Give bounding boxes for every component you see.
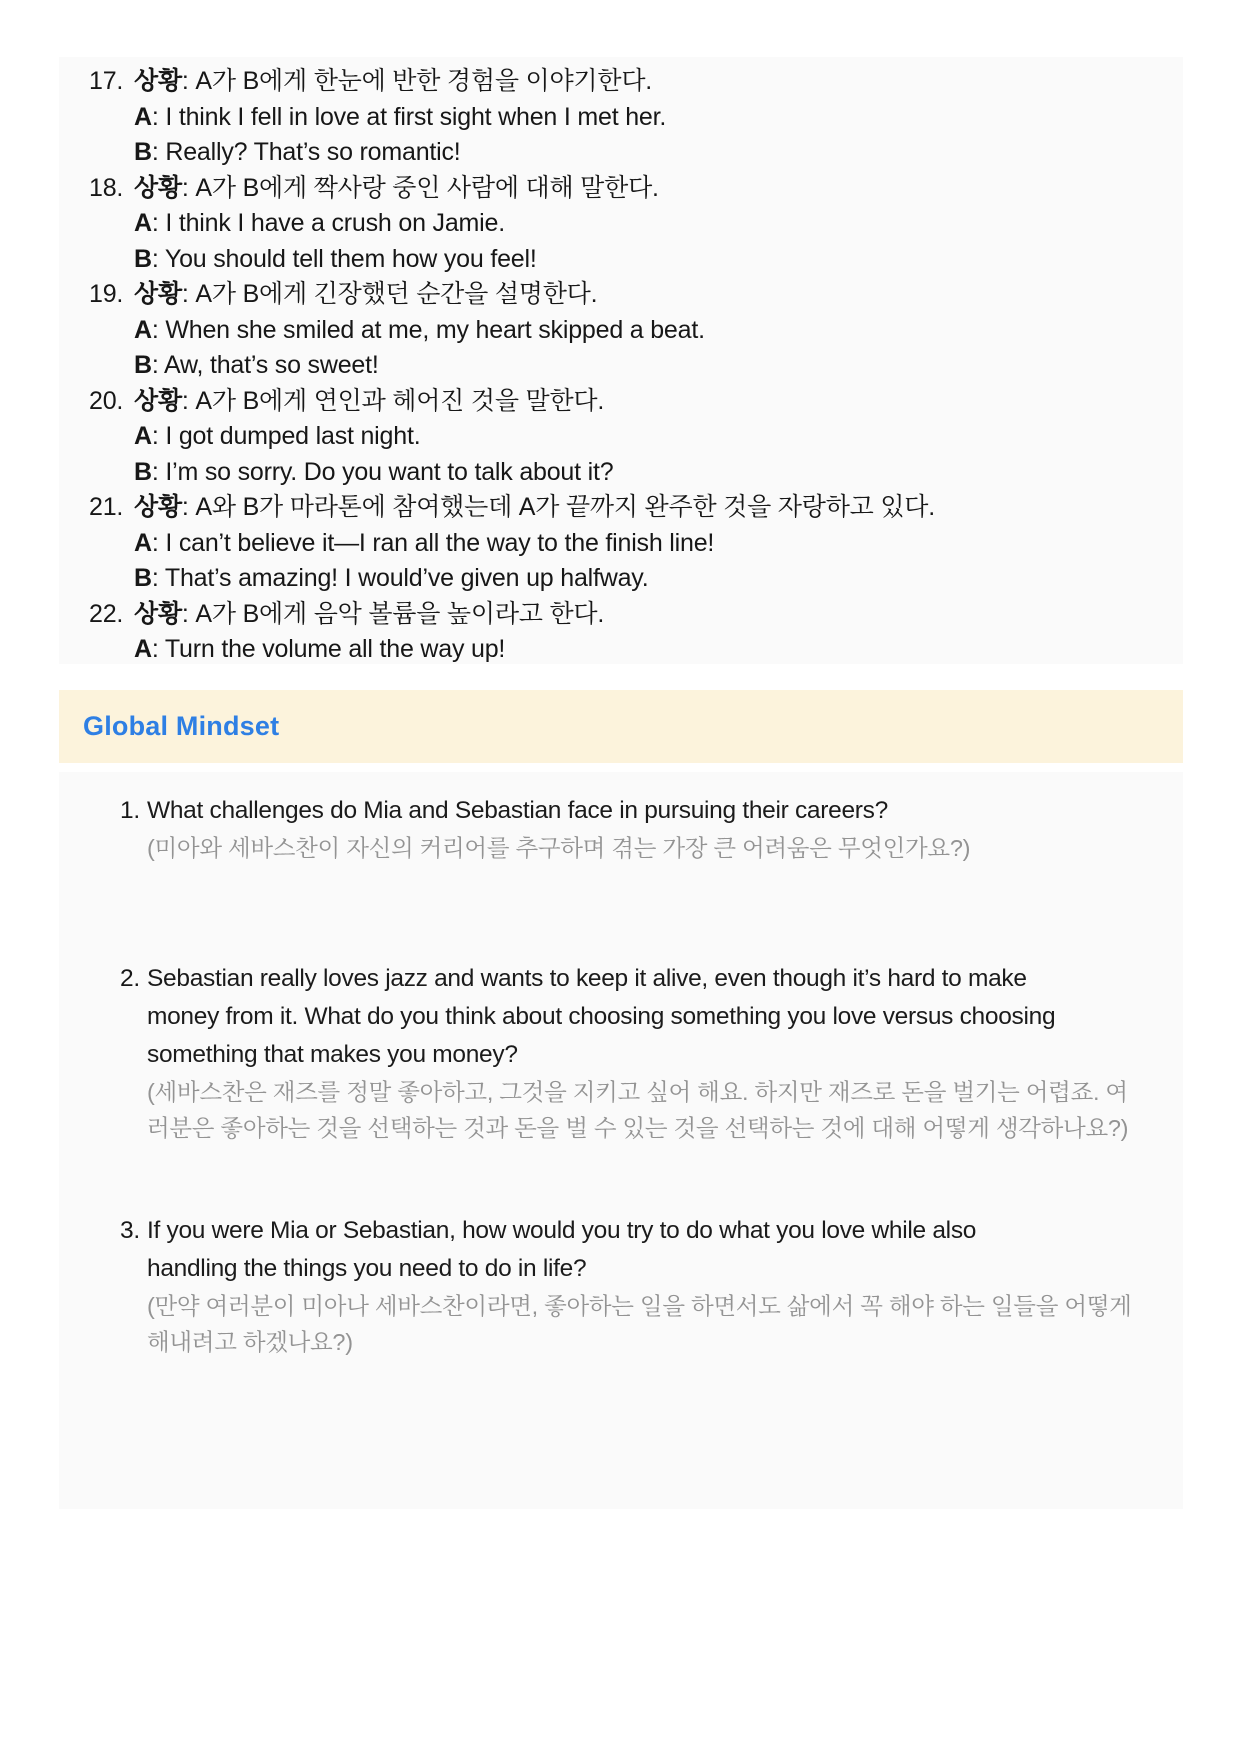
question-en-line: handling the things you need to do in life? [147,1255,587,1282]
question-item [120,960,1153,1146]
question-item [120,792,1153,866]
question-number: 2. [120,965,140,992]
speech-line [89,455,1163,491]
speech-line [89,348,1163,384]
situation-text: : A가 B에게 짝사랑 중인 사람에 대해 말한다. [181,173,659,202]
item-number: 17. [89,67,124,95]
question-translation-ko [147,1074,1153,1146]
situation-text: : A가 B에게 음악 볼륨을 높이라고 한다. [181,599,605,628]
question-number: 1. [120,797,140,824]
speech-text: : I got dumped last night. [151,422,421,450]
situation-label: 상황 [134,173,182,202]
speaker-label: B [134,564,152,592]
speech-line [89,135,1163,171]
speech-text: : You should tell them how you feel! [151,244,537,273]
speech-line [89,206,1163,242]
banner-title: Global Mindset [83,711,280,741]
situation-text: : A가 B에게 한눈에 반한 경험을 이야기한다. [181,67,653,95]
situation-label: 상황 [134,599,182,628]
dialogue-item [89,171,1163,278]
situation-text: : A가 B에게 긴장했던 순간을 설명한다. [181,280,598,308]
item-number: 21. [89,493,124,521]
speech-line [89,561,1163,597]
question-body [147,960,1153,1146]
speaker-label: A [134,209,152,237]
situation-line [89,597,1163,633]
question-body [147,792,1153,866]
question-ko-line: (만약 여러분이 미아나 세바스찬이라면, 좋아하는 일을 하면서도 삶에서 꼭 해야 하는 일들을 어떻게 [147,1293,1132,1319]
speech-text: : I think I have a crush on Jamie. [151,209,505,237]
speech-text: : Turn the volume all the way up! [151,635,506,663]
situation-line [89,490,1163,526]
speaker-label: A [134,528,152,557]
question-text-en [147,1212,1153,1288]
dialogue-item [89,490,1163,597]
item-number: 20. [89,386,124,415]
situation-label: 상황 [134,67,182,95]
question-text-en [147,792,1153,830]
dialogue-item [89,384,1163,491]
speaker-label: B [134,351,152,379]
dialogue-item [89,64,1163,171]
question-translation-ko [147,830,1153,866]
situation-label: 상황 [134,493,182,521]
situation-line [89,171,1163,207]
situation-text: : A와 B가 마라톤에 참여했는데 A가 끝까지 완주한 것을 자랑하고 있다. [181,493,935,521]
situation-label: 상황 [134,280,182,308]
question-ko-line: (미아와 세바스찬이 자신의 커리어를 추구하며 겪는 가장 큰 어려움은 무엇인가요?) [147,835,971,861]
speaker-label: A [134,422,152,450]
dialogue-item [89,597,1163,665]
speech-text: : Aw, that’s so sweet! [151,351,379,379]
question-item [120,1212,1153,1360]
speech-line [89,242,1163,278]
speech-text: : I can’t believe it—I ran all the way to the finish line! [151,528,715,557]
speaker-label: A [134,102,152,131]
speech-text: : I’m so sorry. Do you want to talk about it? [151,457,614,486]
speech-text: : When she smiled at me, my heart skipped a beat. [151,315,705,344]
question-text-en [147,960,1153,1074]
question-en-line: What challenges do Mia and Sebastian face in pursuing their careers? [147,797,888,824]
speaker-label: B [134,457,152,486]
question-en-line: Sebastian really loves jazz and wants to keep it alive, even though it’s hard to make [147,965,1027,992]
situation-line [89,384,1163,420]
question-translation-ko [147,1288,1153,1360]
situation-line [89,64,1163,100]
dialogue-section [59,57,1183,664]
question-body [147,1212,1153,1360]
speech-line [89,419,1163,455]
speech-line [89,100,1163,136]
questions-section [59,772,1183,1509]
global-mindset-banner [59,690,1183,763]
speaker-label: B [134,244,152,273]
speech-text: : Really? That’s so romantic! [151,138,461,166]
question-en-line: money from it. What do you think about choosing something you love versus choosing [147,1003,1056,1030]
speaker-label: A [134,315,152,344]
speech-line [89,313,1163,349]
question-en-line: If you were Mia or Sebastian, how would you try to do what you love while also [147,1217,977,1244]
situation-line [89,277,1163,313]
speaker-label: A [134,635,152,663]
question-en-line: something that makes you money? [147,1041,518,1068]
situation-text: : A가 B에게 연인과 헤어진 것을 말한다. [181,386,605,415]
item-number: 19. [89,280,124,308]
speech-text: : That’s amazing! I would’ve given up halfway. [151,564,649,592]
speaker-label: B [134,138,152,166]
question-ko-line: (세바스찬은 재즈를 정말 좋아하고, 그것을 지키고 싶어 해요. 하지만 재즈로 돈을 벌기는 어렵죠. 여 [147,1079,1128,1105]
speech-text: : I think I fell in love at first sight when I met her. [151,102,667,131]
question-number: 3. [120,1217,140,1244]
question-ko-line: 러분은 좋아하는 것을 선택하는 것과 돈을 벌 수 있는 것을 선택하는 것에 대해 어떻게 생각하나요?) [147,1115,1129,1141]
speech-line [89,632,1163,664]
dialogue-item [89,277,1163,384]
speech-line [89,526,1163,562]
situation-label: 상황 [134,386,182,415]
item-number: 18. [89,173,124,202]
item-number: 22. [89,599,124,628]
question-ko-line: 해내려고 하겠나요?) [147,1329,353,1355]
